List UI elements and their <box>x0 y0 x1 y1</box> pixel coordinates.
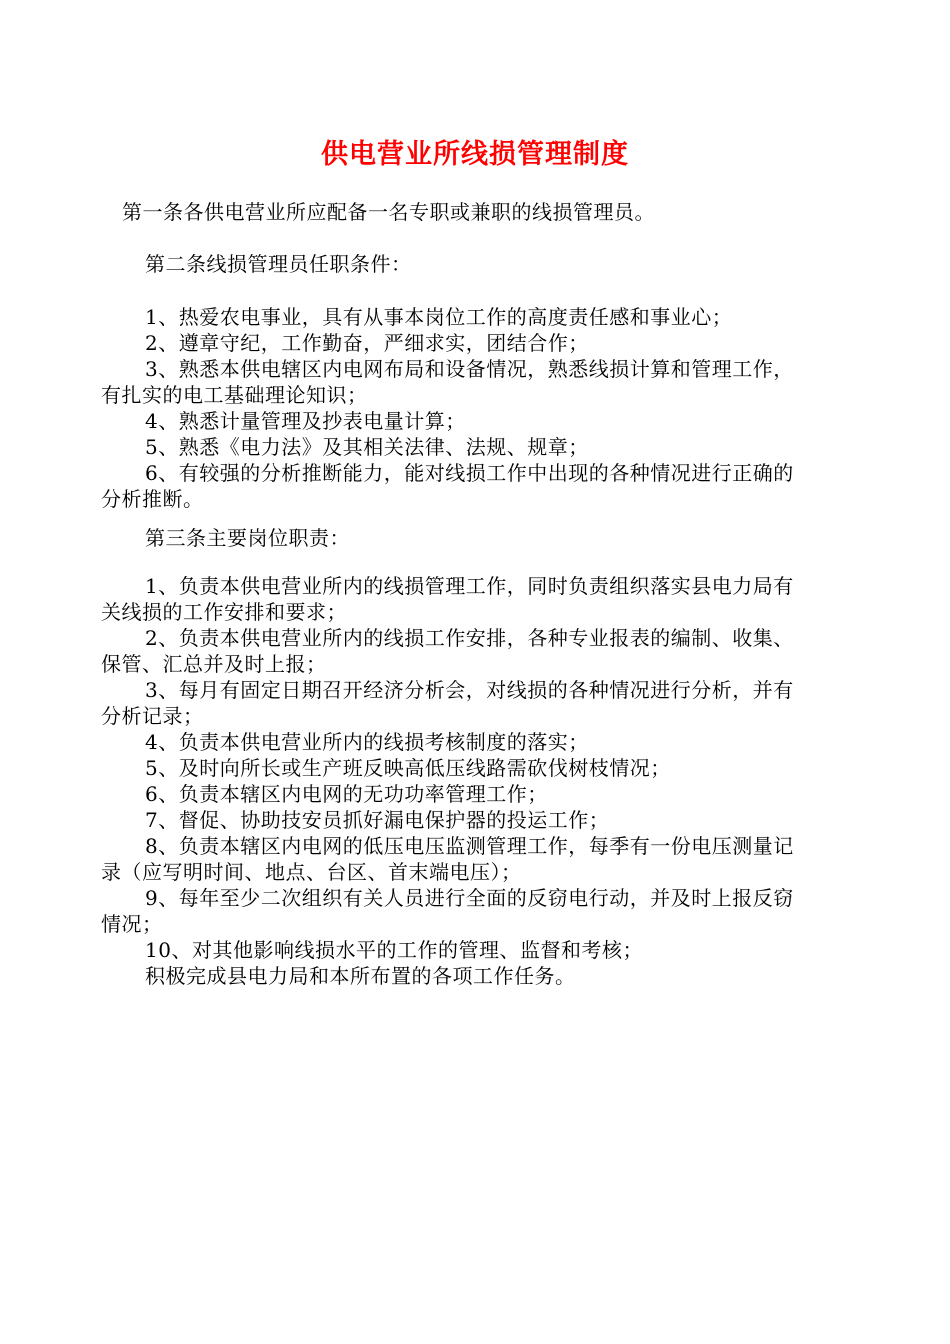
article-3-heading: 第三条主要岗位职责： <box>145 526 350 550</box>
list-item-continuation: 情况； <box>101 912 163 936</box>
list-item: 9、每年至少二次组织有关人员进行全面的反窃电行动，并及时上报反窃 <box>145 886 794 910</box>
list-item-continuation: 保管、汇总并及时上报； <box>101 652 327 676</box>
list-item-continuation: 分析推断。 <box>101 487 204 511</box>
list-item: 8、负责本辖区内电网的低压电压监测管理工作，每季有一份电压测量记 <box>145 834 794 858</box>
article-3-list <box>101 573 853 989</box>
article-2-heading-block <box>101 251 853 277</box>
list-item: 1、负责本供电营业所内的线损管理工作，同时负责组织落实县电力局有 <box>145 574 794 598</box>
list-item: 3、每月有固定日期召开经济分析会，对线损的各种情况进行分析，并有 <box>145 678 794 702</box>
list-item: 5、及时向所长或生产班反映高低压线路需砍伐树枝情况； <box>145 756 671 780</box>
list-item: 5、熟悉《电力法》及其相关法律、法规、规章； <box>145 435 589 459</box>
list-item: 6、有较强的分析推断能力，能对线损工作中出现的各种情况进行正确的 <box>145 461 794 485</box>
list-item: 6、负责本辖区内电网的无功功率管理工作； <box>145 782 548 806</box>
article-1-text: 第一条各供电营业所应配备一名专职或兼职的线损管理员。 <box>122 200 655 224</box>
document-title: 供电营业所线损管理制度 <box>321 139 629 170</box>
list-item: 3、熟悉本供电辖区内电网布局和设备情况，熟悉线损计算和管理工作， <box>145 357 794 381</box>
list-item: 积极完成县电力局和本所布置的各项工作任务。 <box>145 964 576 988</box>
article-2-heading: 第二条线损管理员任职条件： <box>145 252 412 276</box>
list-item-continuation: 录（应写明时间、地点、台区、首末端电压）； <box>101 860 522 884</box>
list-item: 1、热爱农电事业，具有从事本岗位工作的高度责任感和事业心； <box>145 305 733 329</box>
list-item-continuation: 分析记录； <box>101 704 204 728</box>
article-2-list <box>101 304 853 512</box>
list-item: 7、督促、协助技安员抓好漏电保护器的投运工作； <box>145 808 610 832</box>
list-item: 10、对其他影响线损水平的工作的管理、监督和考核； <box>145 938 643 962</box>
list-item-continuation: 关线损的工作安排和要求； <box>101 600 347 624</box>
article-1 <box>101 199 853 225</box>
article-3-heading-block <box>101 525 853 551</box>
list-item: 4、负责本供电营业所内的线损考核制度的落实； <box>145 730 589 754</box>
list-item: 4、熟悉计量管理及抄表电量计算； <box>145 409 466 433</box>
list-item: 2、遵章守纪，工作勤奋，严细求实，团结合作； <box>145 331 589 355</box>
list-item: 2、负责本供电营业所内的线损工作安排，各种专业报表的编制、收集、 <box>145 626 794 650</box>
list-item-continuation: 有扎实的电工基础理论知识； <box>101 383 368 407</box>
